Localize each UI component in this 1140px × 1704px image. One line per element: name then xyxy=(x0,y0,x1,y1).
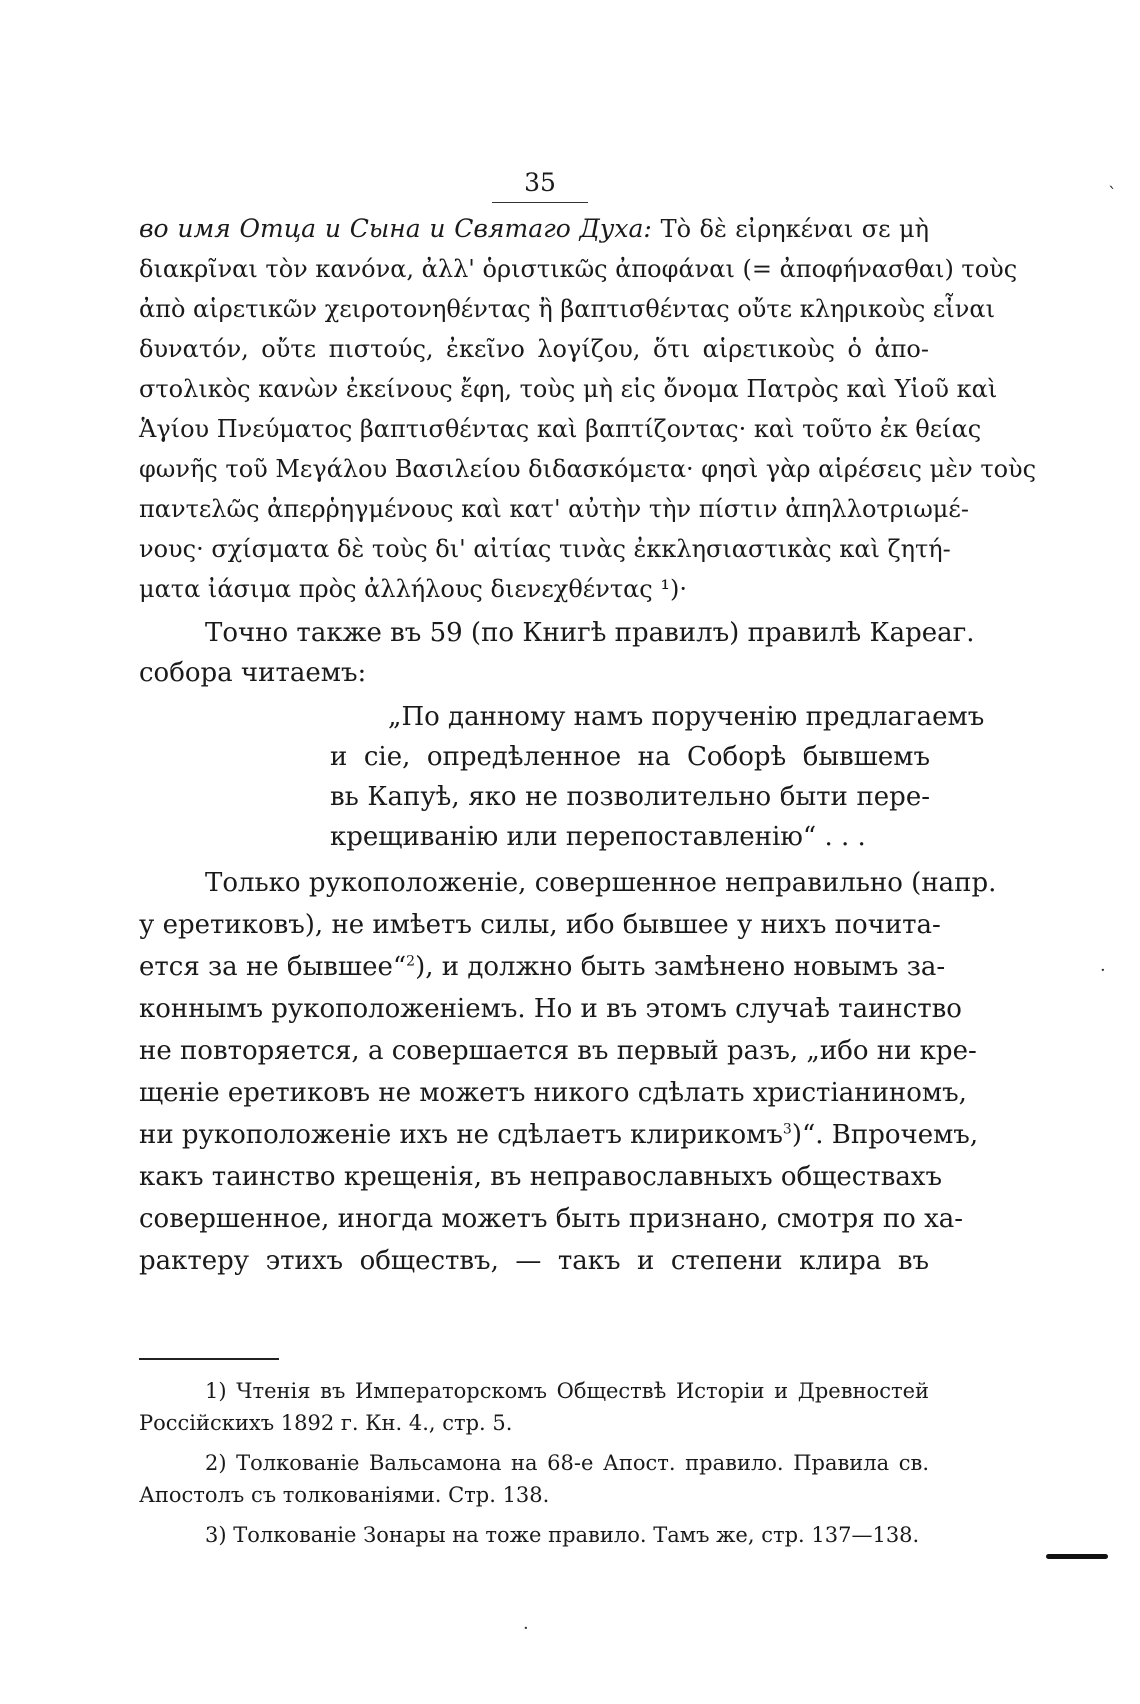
page-number: 35 xyxy=(524,168,556,197)
quote-line: крещиванію или перепоставленію“ . . . xyxy=(330,822,866,852)
greek-line: νους· σχίσματα δὲ τοὺς δι' αἰτίας τινὰς ἐκκλησιαστικὰς καὶ ζητή- xyxy=(139,535,951,563)
paragraph-line: у еретиковъ), не имѣетъ силы, ибо бывшее у нихъ почита- xyxy=(139,910,941,940)
scan-speck: ` xyxy=(1108,184,1117,205)
paragraph-line xyxy=(139,950,946,984)
page-number-rule xyxy=(492,202,588,203)
footnote-1-line: 1) Чтенія въ Императорскомъ Обществѣ Исторіи и Древностей xyxy=(205,1379,929,1403)
quote-line: и сіе, опредѣленное на Соборѣ бывшемъ xyxy=(330,742,930,772)
greek-text: Τὸ δὲ εἰρηκέναι σε μὴ xyxy=(660,215,929,243)
scan-mark xyxy=(1046,1554,1108,1559)
footnote-ref[interactable]: 2 xyxy=(406,953,416,970)
paragraph-line: совершенное, иногда можетъ быть признано, смотря по ха- xyxy=(139,1204,964,1234)
quote-line: „По данному намъ порученію предлагаемъ xyxy=(388,702,985,732)
footnote-rule xyxy=(139,1358,279,1360)
paragraph-line: коннымъ рукоположеніемъ. Но и въ этомъ случаѣ таинство xyxy=(139,994,962,1024)
paragraph-line: рактеру этихъ обществъ, — такъ и степени клира въ xyxy=(139,1246,929,1276)
paragraph-line: не повторяется, а совершается въ первый разъ, „ибо ни кре- xyxy=(139,1036,977,1066)
paragraph-text: ется за не бывшее“ xyxy=(139,952,407,982)
paragraph-line: собора читаемъ: xyxy=(139,658,367,688)
footnote-1-line: Россійскихъ 1892 г. Кн. 4., стр. 5. xyxy=(139,1411,513,1435)
footnote-3-line: 3) Толкованіе Зонары на тоже правило. Тамъ же, стр. 137—138. xyxy=(205,1523,920,1547)
paragraph-text: ), и должно быть замѣнено новымъ за- xyxy=(415,952,946,982)
greek-line: διακρῖναι τὸν κανόνα, ἀλλ' ὁριστικῶς ἀποφάναι (= ἀποφήνασθαι) τοὺς xyxy=(139,255,1018,283)
greek-line: παντελῶς ἀπερῥηγμένους καὶ κατ' αὐτὴν τὴν πίστιν ἀπηλλοτριωμέ- xyxy=(139,495,969,523)
paragraph-text: )“. Впрочемъ, xyxy=(791,1120,979,1150)
footnote-2-line: Апостолъ съ толкованіями. Стр. 138. xyxy=(139,1483,550,1507)
paragraph-line: какъ таинство крещенія, въ неправославныхъ обществахъ xyxy=(139,1162,943,1192)
greek-line: ματα ἰάσιμα πρὸς ἀλλήλους διενεχθέντας ¹)· xyxy=(139,575,687,603)
greek-line: στολικὸς κανὼν ἐκείνους ἔφη, τοὺς μὴ εἰς ὄνομα Πατρὸς καὶ Υἱοῦ καὶ xyxy=(139,375,998,403)
paragraph-line: Только рукоположеніе, совершенное неправильно (напр. xyxy=(205,868,997,898)
greek-line: δυνατόν, οὔτε πιστούς, ἐκεῖνο λογίζου, ὅτι αἱρετικοὺς ὁ ἀπο- xyxy=(139,335,929,363)
greek-line: φωνῆς τοῦ Μεγάλου Βασιλείου διδασκόμετα· φησὶ γὰρ αἱρέσεις μὲν τοὺς xyxy=(139,455,1037,483)
scan-speck: · xyxy=(523,1618,529,1639)
paragraph-line: Точно также въ 59 (по Книгѣ правилъ) правилѣ Кареаг. xyxy=(205,618,975,648)
paragraph-line: щеніе еретиковъ не можетъ никого сдѣлать христіаниномъ, xyxy=(139,1078,967,1108)
greek-line: Ἁγίου Πνεύματος βαπτισθέντας καὶ βαπτίζοντας· καὶ τοῦτο ἐκ θείας xyxy=(139,415,982,443)
greek-line xyxy=(139,212,929,246)
paragraph-text: ни рукоположеніе ихъ не сдѣлаетъ клирикомъ xyxy=(139,1120,783,1150)
footnote-2-line: 2) Толкованіе Вальсамона на 68-е Апост. правило. Правила св. xyxy=(205,1451,929,1475)
footnote-ref[interactable]: 3 xyxy=(782,1121,792,1138)
scan-speck: · xyxy=(1100,960,1106,981)
greek-line: ἀπὸ αἱρετικῶν χειροτονηθέντας ἢ βαπτισθέντας οὔτε κληρικοὺς εἶναι xyxy=(139,295,995,323)
italic-formula: во имя Отца и Сына и Святаго Духа: xyxy=(139,214,661,243)
quote-line: вь Капуѣ, яко не позволительно быти пере- xyxy=(330,782,930,812)
paragraph-line xyxy=(139,1118,979,1152)
